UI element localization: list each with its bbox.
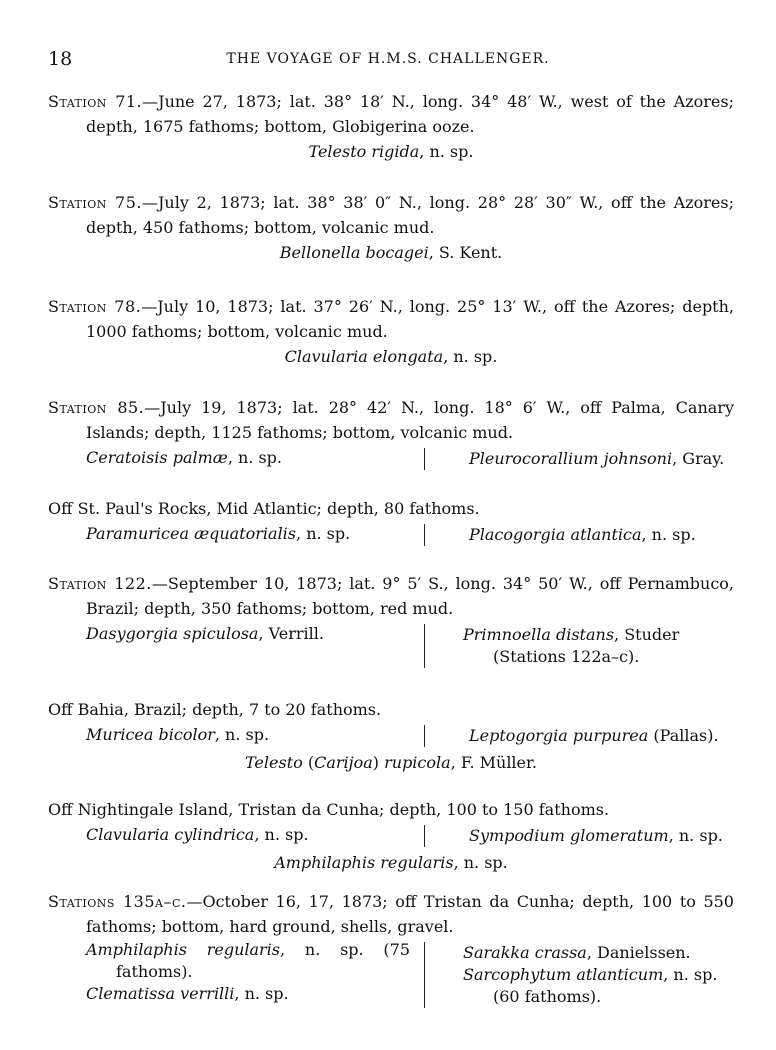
species-note: , S. Kent. <box>428 243 503 262</box>
station-122-entry <box>48 571 734 671</box>
species-name: Leptogorgia purpurea <box>469 726 649 745</box>
species-name: Telesto rigida <box>308 142 420 161</box>
species-epithet: rupicola <box>384 753 451 772</box>
station-details: —June 27, 1873; lat. 38° 18′ N., long. 34° 48′ W., west of the Azores; depth, 1675 fathoms; bottom, Globigerina ooze. <box>86 92 735 136</box>
species-name: Placogorgia atlantica <box>469 525 642 544</box>
species-name: Primnoella distans <box>463 625 615 644</box>
station-label: Station 78. <box>48 297 142 316</box>
station-85-entry <box>48 395 734 473</box>
species-note: , n. sp. <box>214 725 270 744</box>
species-note: , F. Müller. <box>450 753 537 772</box>
st-pauls-rocks-entry <box>48 496 734 549</box>
station-label: Station 71. <box>48 92 143 111</box>
species-name: Clavularia elongata <box>284 347 444 366</box>
nightingale-island-entry <box>48 797 734 875</box>
species-note: , n. sp. (75 fathoms). <box>116 940 410 981</box>
species-note: , Studer (Stations 122a–c). <box>493 625 680 666</box>
species-note: , Gray. <box>672 449 725 468</box>
species-note: , n. sp. <box>296 524 351 543</box>
species-note: , n. sp. <box>234 984 289 1003</box>
species-subgenus: Carijoa <box>314 753 373 772</box>
species-note: , n. sp. (60 fathoms). <box>493 965 718 1006</box>
species-name: Muricea bicolor <box>86 725 215 744</box>
station-details: —July 10, 1873; lat. 37° 26′ N., long. 25° 13′ W., off the Azores; depth, 1000 fathoms; bottom, volcanic mud. <box>86 297 734 341</box>
station-78-entry <box>48 294 734 369</box>
species-name: Dasygorgia spiculosa <box>86 624 259 643</box>
species-note: , n. sp. <box>668 826 723 845</box>
station-135-entry <box>48 889 734 1011</box>
off-bahia-entry: Off Bahia, Brazil; depth, 7 to 20 fathoms. Muricea bicolor, n. sp. Leptogorgia purpurea (Pallas). Telesto (Carijoa) rupicola, F. Müller. <box>48 697 734 775</box>
species-note: , n. sp. <box>254 825 309 844</box>
species-name: Amphilaphis regularis <box>274 853 454 872</box>
page-header <box>48 48 728 72</box>
species-note: , n. sp. <box>419 142 474 161</box>
station-label: Station 85. <box>48 398 145 417</box>
species-note: , n. sp. <box>641 525 696 544</box>
station-label: Station 75. <box>48 193 143 212</box>
running-title: THE VOYAGE OF H.M.S. CHALLENGER. <box>226 51 550 67</box>
station-75-entry <box>48 190 734 265</box>
station-details: —July 2, 1873; lat. 38° 38′ 0″ N., long. 28° 28′ 30″ W., off the Azores; depth, 450 fathoms; bottom, volcanic mud. <box>86 193 734 237</box>
station-details: —September 10, 1873; lat. 9° 5′ S., long. 34° 50′ W., off Pernambuco, Brazil; depth, 350 fathoms; bottom, red mud. <box>86 574 735 618</box>
species-name: Ceratoisis palmæ <box>86 448 228 467</box>
species-name: Paramuricea æquatorialis <box>86 524 297 543</box>
station-label: Station 122. <box>48 574 152 593</box>
locality-details: Off Nightingale Island, Tristan da Cunha; depth, 100 to 150 fathoms. <box>48 800 610 819</box>
species-note: , Verrill. <box>258 624 324 643</box>
station-details: —July 19, 1873; lat. 28° 42′ N., long. 18° 6′ W., off Palma, Canary Islands; depth, 1125 fathoms; bottom, volcanic mud. <box>86 398 734 442</box>
species-note: (Pallas). <box>648 726 719 745</box>
locality-details: Off St. Paul's Rocks, Mid Atlantic; depth, 80 fathoms. <box>48 499 480 518</box>
species-note: , Danielssen. <box>586 943 691 962</box>
species-name: Pleurocorallium johnsoni <box>469 449 673 468</box>
species-note: , n. sp. <box>453 853 508 872</box>
species-note: , n. sp. <box>443 347 498 366</box>
species-name: Sarakka crassa <box>463 943 587 962</box>
species-name: Clavularia cylindrica <box>86 825 255 844</box>
species-name: Amphilaphis regularis <box>86 940 281 959</box>
station-details: —October 16, 17, 1873; off Tristan da Cunha; depth, 100 to 550 fathoms; bottom, hard ground, shells, gravel. <box>86 892 734 936</box>
station-71-entry <box>48 89 734 164</box>
species-name: Telesto <box>245 753 303 772</box>
species-name: Clematissa verrilli <box>86 984 235 1003</box>
species-name: Sarcophytum atlanticum <box>463 965 664 984</box>
station-label: Stations 135a–c. <box>48 892 187 911</box>
page-number: 18 <box>48 48 73 70</box>
species-name: Sympodium glomeratum <box>469 826 669 845</box>
species-name: Bellonella bocagei <box>279 243 429 262</box>
locality-details: Off Bahia, Brazil; depth, 7 to 20 fathoms. <box>48 700 382 719</box>
species-note: , n. sp. <box>227 448 282 467</box>
